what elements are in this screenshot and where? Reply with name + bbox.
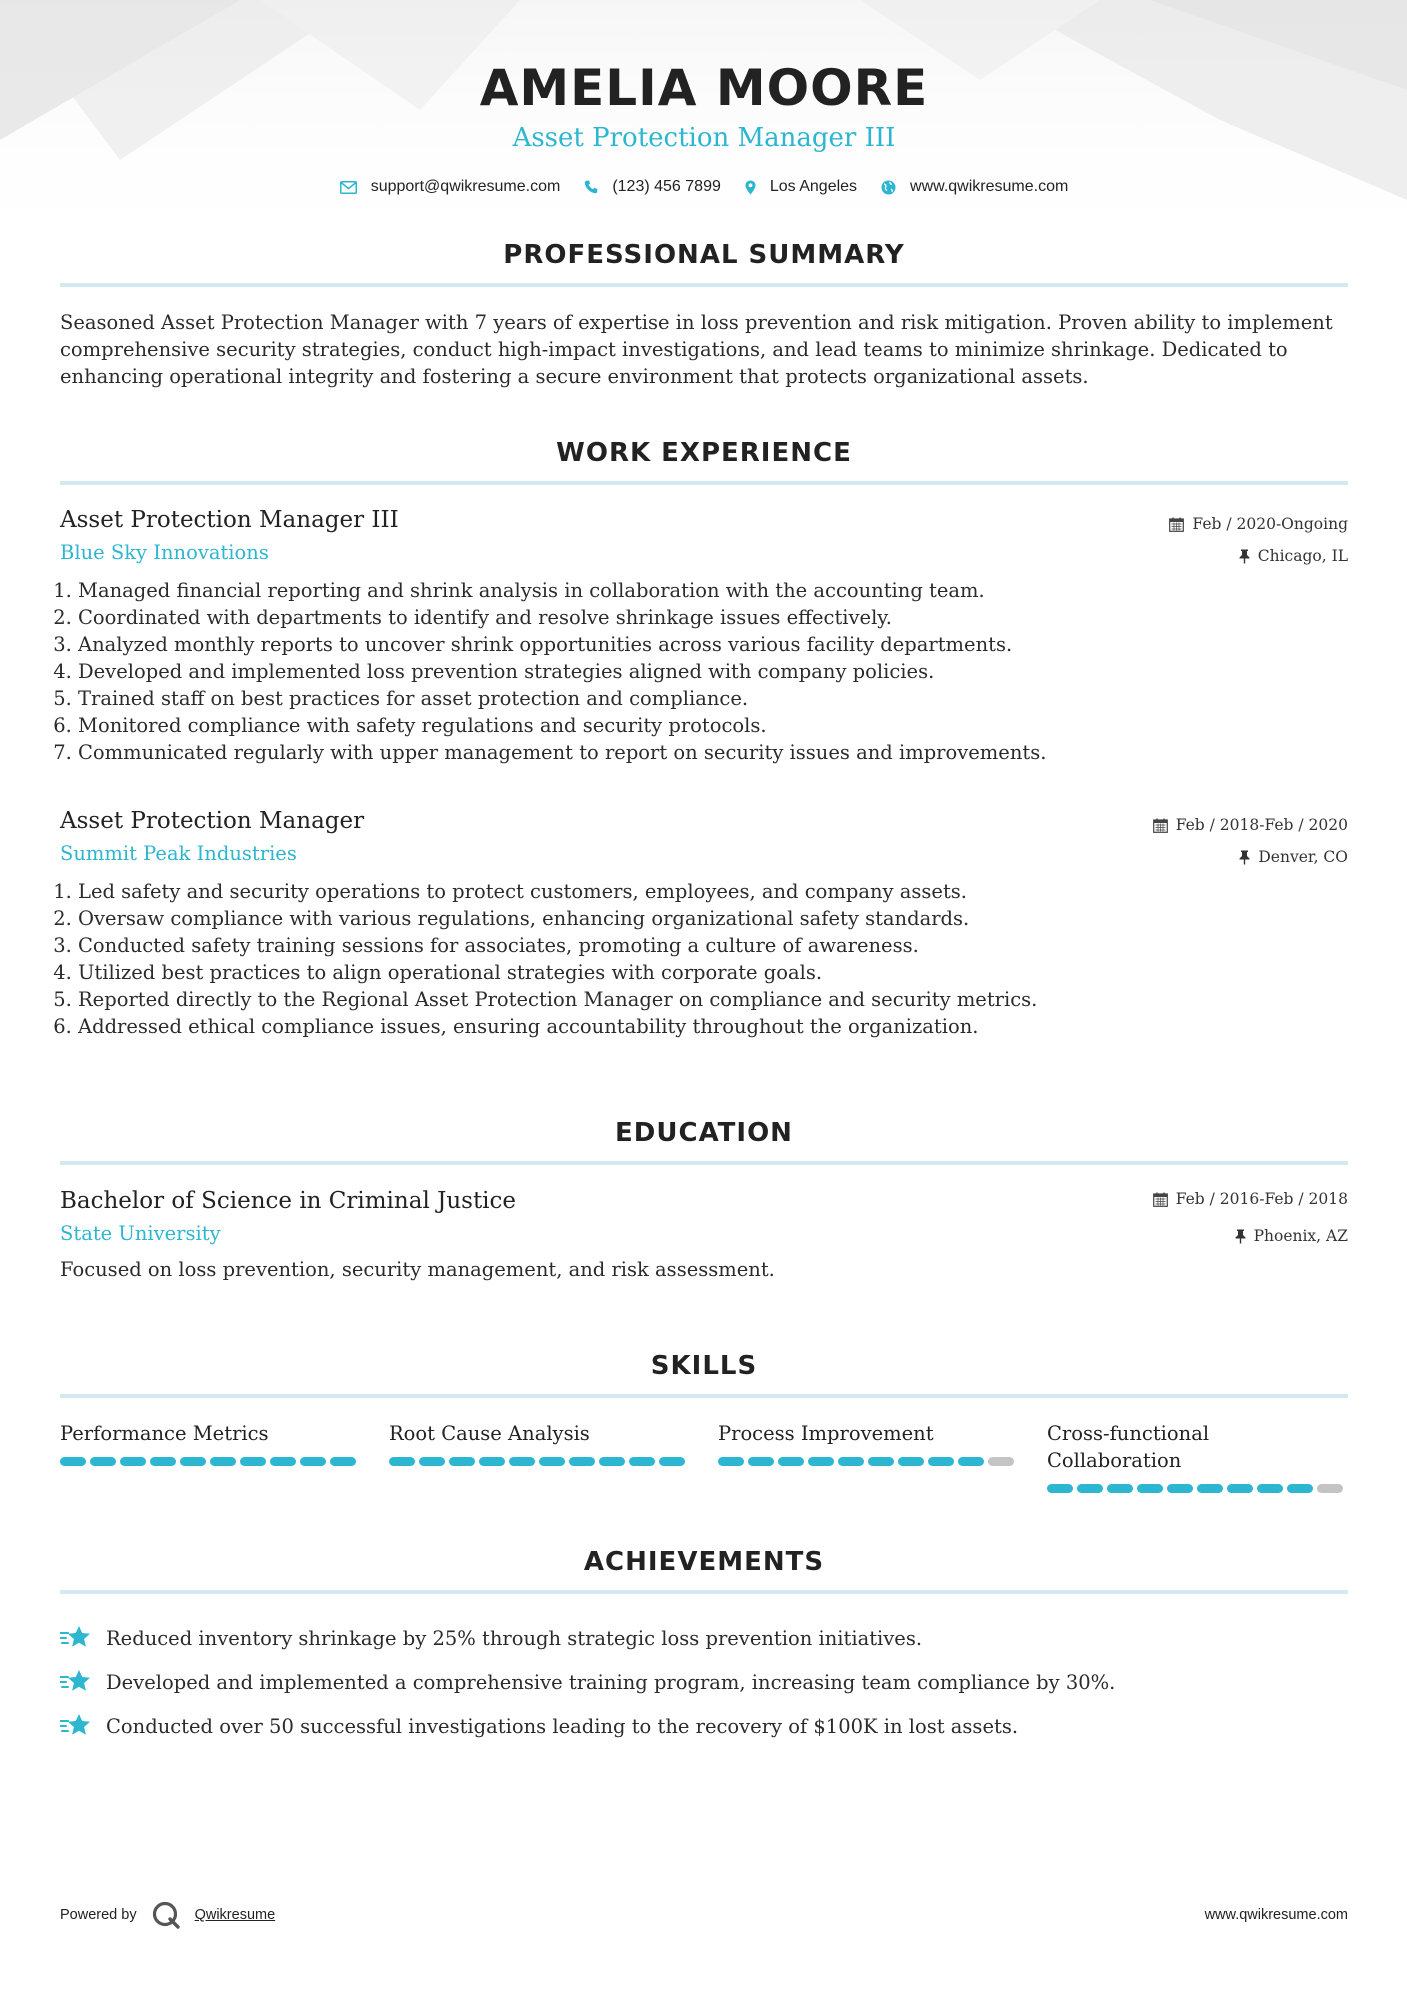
contact-location bbox=[745, 178, 857, 196]
section-title-skills: SKILLS bbox=[650, 1351, 758, 1381]
brand-link[interactable]: Qwikresume bbox=[194, 1907, 276, 1923]
candidate-role: Asset Protection Manager III bbox=[512, 123, 896, 153]
summary-section bbox=[60, 239, 1348, 390]
skill-item bbox=[60, 1420, 360, 1493]
degree-title: Bachelor of Science in Criminal Justice bbox=[60, 1188, 517, 1214]
skill-segment-filled bbox=[1137, 1484, 1163, 1493]
skill-segment-filled bbox=[180, 1457, 206, 1466]
contact-bar bbox=[60, 178, 1348, 196]
skill-segment-filled bbox=[240, 1457, 266, 1466]
resume-page bbox=[60, 0, 1348, 1738]
section-title-experience: WORK EXPERIENCE bbox=[556, 438, 852, 468]
section-title-summary: PROFESSIONAL SUMMARY bbox=[503, 240, 905, 270]
phone-icon bbox=[584, 180, 598, 194]
phone-text: (123) 456 7899 bbox=[612, 178, 721, 195]
skill-segment-filled bbox=[1167, 1484, 1193, 1493]
skill-segment-filled bbox=[1077, 1484, 1103, 1493]
skill-segment-filled bbox=[898, 1457, 924, 1466]
skill-item bbox=[1047, 1420, 1347, 1493]
education-description: Focused on loss prevention, security management, and risk assessment. bbox=[60, 1258, 775, 1281]
skill-level-bar bbox=[60, 1457, 360, 1466]
achievement-item bbox=[60, 1704, 1348, 1748]
skill-item bbox=[389, 1420, 689, 1493]
qwikresume-logo[interactable] bbox=[151, 1900, 181, 1930]
list-item: 2. Coordinated with departments to identify and resolve shrinkage issues effectively. bbox=[78, 604, 1348, 631]
skill-segment-filled bbox=[389, 1457, 415, 1466]
calendar-icon bbox=[1169, 517, 1184, 532]
list-item: 6. Monitored compliance with safety regulations and security protocols. bbox=[78, 712, 1348, 739]
achievement-text: Conducted over 50 successful investigations leading to the recovery of $100K in lost assets. bbox=[106, 1714, 1019, 1738]
powered-by-label: Powered by bbox=[60, 1907, 137, 1923]
skill-segment-filled bbox=[120, 1457, 146, 1466]
job-location-text: Denver, CO bbox=[1258, 848, 1348, 866]
skill-segment-empty bbox=[988, 1457, 1014, 1466]
skill-segment-filled bbox=[868, 1457, 894, 1466]
contact-website[interactable] bbox=[881, 178, 1068, 196]
footer-website[interactable]: www.qwikresume.com bbox=[1204, 1907, 1348, 1923]
job-dates-text: Feb / 2020-Ongoing bbox=[1192, 515, 1348, 533]
company-name: Blue Sky Innovations bbox=[60, 541, 269, 564]
section-divider bbox=[60, 283, 1348, 287]
list-item: 2. Oversaw compliance with various regulations, enhancing organizational safety standards. bbox=[78, 905, 1348, 932]
skill-segment-filled bbox=[270, 1457, 296, 1466]
job-dates bbox=[1169, 513, 1348, 535]
skill-segment-filled bbox=[210, 1457, 236, 1466]
skill-segment-filled bbox=[539, 1457, 565, 1466]
email-text: support@qwikresume.com bbox=[370, 178, 561, 195]
list-item: 6. Addressed ethical compliance issues, ensuring accountability throughout the organization. bbox=[78, 1013, 1348, 1040]
skill-segment-filled bbox=[1047, 1484, 1073, 1493]
achievement-item bbox=[60, 1616, 1348, 1660]
job-entry bbox=[60, 505, 1348, 766]
powered-by bbox=[60, 1900, 275, 1930]
achievement-text: Developed and implemented a comprehensive training program, increasing team compliance by 30%. bbox=[106, 1670, 1116, 1694]
section-title-education: EDUCATION bbox=[615, 1118, 793, 1148]
calendar-icon bbox=[1153, 818, 1168, 833]
job-dates-text: Feb / 2018-Feb / 2020 bbox=[1175, 816, 1348, 834]
section-divider bbox=[60, 1394, 1348, 1398]
skill-segment-filled bbox=[1107, 1484, 1133, 1493]
section-divider bbox=[60, 481, 1348, 485]
contact-email[interactable] bbox=[340, 178, 561, 196]
job-title: Asset Protection Manager bbox=[60, 808, 365, 834]
skill-segment-filled bbox=[928, 1457, 954, 1466]
job-meta bbox=[1153, 814, 1348, 868]
skill-level-bar bbox=[718, 1457, 1018, 1466]
education-location bbox=[1153, 1225, 1348, 1247]
resume-header bbox=[60, 0, 1348, 196]
skills-grid bbox=[60, 1420, 1348, 1493]
list-item: 1. Managed financial reporting and shrink analysis in collaboration with the accounting team. bbox=[78, 577, 1348, 604]
skill-segment-filled bbox=[838, 1457, 864, 1466]
candidate-name: AMELIA MOORE bbox=[479, 59, 929, 117]
list-item: 5. Trained staff on best practices for asset protection and compliance. bbox=[78, 685, 1348, 712]
location-text: Los Angeles bbox=[769, 178, 858, 195]
education-meta bbox=[1153, 1188, 1348, 1247]
pushpin-icon bbox=[1239, 549, 1250, 564]
list-item: 4. Developed and implemented loss prevention strategies aligned with company policies. bbox=[78, 658, 1348, 685]
star-icon bbox=[60, 1713, 92, 1739]
skill-segment-empty bbox=[1317, 1484, 1343, 1493]
contact-phone[interactable] bbox=[584, 178, 721, 196]
achievement-text: Reduced inventory shrinkage by 25% through strategic loss prevention initiatives. bbox=[106, 1626, 923, 1650]
skill-segment-filled bbox=[1227, 1484, 1253, 1493]
skill-segment-filled bbox=[150, 1457, 176, 1466]
skill-segment-filled bbox=[330, 1457, 356, 1466]
skill-segment-filled bbox=[1197, 1484, 1223, 1493]
education-entry bbox=[60, 1186, 1348, 1283]
job-location bbox=[1169, 545, 1348, 567]
job-dates bbox=[1153, 814, 1348, 836]
skill-segment-filled bbox=[1287, 1484, 1313, 1493]
company-name: Summit Peak Industries bbox=[60, 842, 297, 865]
skill-segment-filled bbox=[629, 1457, 655, 1466]
section-divider bbox=[60, 1161, 1348, 1165]
skills-section bbox=[60, 1350, 1348, 1493]
education-location-text: Phoenix, AZ bbox=[1253, 1227, 1348, 1245]
pushpin-icon bbox=[1235, 1229, 1246, 1244]
globe-icon bbox=[881, 180, 896, 195]
summary-text: Seasoned Asset Protection Manager with 7 years of expertise in loss prevention and risk mitigation. Proven ability to implement comprehensive security strategies, conduct high-impact investigations, and lead teams to minimize shrinkage. Dedicated to enhancing operational integrity and fostering a secure environment that protects organizational assets. bbox=[60, 311, 1333, 388]
list-item: 7. Communicated regularly with upper management to report on security issues and improvements. bbox=[78, 739, 1348, 766]
section-divider bbox=[60, 1590, 1348, 1594]
page-footer bbox=[60, 1900, 1348, 1930]
skill-segment-filled bbox=[718, 1457, 744, 1466]
education-dates-text: Feb / 2016-Feb / 2018 bbox=[1175, 1190, 1348, 1208]
education-section bbox=[60, 1117, 1348, 1165]
skill-name: Cross-functional Collaboration bbox=[1047, 1422, 1210, 1472]
education-dates bbox=[1153, 1188, 1348, 1210]
list-item: 5. Reported directly to the Regional Asset Protection Manager on compliance and security metrics. bbox=[78, 986, 1348, 1013]
skill-segment-filled bbox=[958, 1457, 984, 1466]
star-icon bbox=[60, 1625, 92, 1651]
skill-segment-filled bbox=[419, 1457, 445, 1466]
duty-list bbox=[60, 577, 1348, 766]
skill-segment-filled bbox=[659, 1457, 685, 1466]
list-item: 3. Conducted safety training sessions for associates, promoting a culture of awareness. bbox=[78, 932, 1348, 959]
skill-level-bar bbox=[1047, 1484, 1347, 1493]
skill-segment-filled bbox=[808, 1457, 834, 1466]
experience-section bbox=[60, 437, 1348, 485]
job-location-text: Chicago, IL bbox=[1257, 547, 1348, 565]
job-meta bbox=[1169, 513, 1348, 567]
achievement-item bbox=[60, 1660, 1348, 1704]
job-location bbox=[1153, 846, 1348, 868]
job-title: Asset Protection Manager III bbox=[60, 507, 399, 533]
skill-segment-filled bbox=[90, 1457, 116, 1466]
map-pin-icon bbox=[745, 180, 756, 195]
skill-segment-filled bbox=[449, 1457, 475, 1466]
pushpin-icon bbox=[1239, 850, 1250, 865]
skill-segment-filled bbox=[778, 1457, 804, 1466]
skill-item bbox=[718, 1420, 1018, 1493]
skill-segment-filled bbox=[300, 1457, 326, 1466]
list-item: 4. Utilized best practices to align operational strategies with corporate goals. bbox=[78, 959, 1348, 986]
section-title-achievements: ACHIEVEMENTS bbox=[583, 1547, 825, 1577]
calendar-icon bbox=[1153, 1192, 1168, 1207]
skill-segment-filled bbox=[569, 1457, 595, 1466]
duty-list bbox=[60, 878, 1348, 1040]
skill-level-bar bbox=[389, 1457, 689, 1466]
skill-name: Root Cause Analysis bbox=[389, 1422, 590, 1445]
skill-segment-filled bbox=[1257, 1484, 1283, 1493]
skill-segment-filled bbox=[509, 1457, 535, 1466]
skill-name: Performance Metrics bbox=[60, 1422, 269, 1445]
skill-segment-filled bbox=[748, 1457, 774, 1466]
achievement-list bbox=[60, 1616, 1348, 1748]
skill-name: Process Improvement bbox=[718, 1422, 934, 1445]
job-entry bbox=[60, 806, 1348, 1040]
skill-segment-filled bbox=[479, 1457, 505, 1466]
school-name: State University bbox=[60, 1222, 221, 1245]
list-item: 3. Analyzed monthly reports to uncover shrink opportunities across various facility departments. bbox=[78, 631, 1348, 658]
website-text: www.qwikresume.com bbox=[910, 178, 1069, 195]
star-icon bbox=[60, 1669, 92, 1695]
achievements-section bbox=[60, 1546, 1348, 1748]
skill-segment-filled bbox=[60, 1457, 86, 1466]
skill-segment-filled bbox=[599, 1457, 625, 1466]
envelope-icon bbox=[340, 181, 357, 194]
list-item: 1. Led safety and security operations to protect customers, employees, and company assets. bbox=[78, 878, 1348, 905]
